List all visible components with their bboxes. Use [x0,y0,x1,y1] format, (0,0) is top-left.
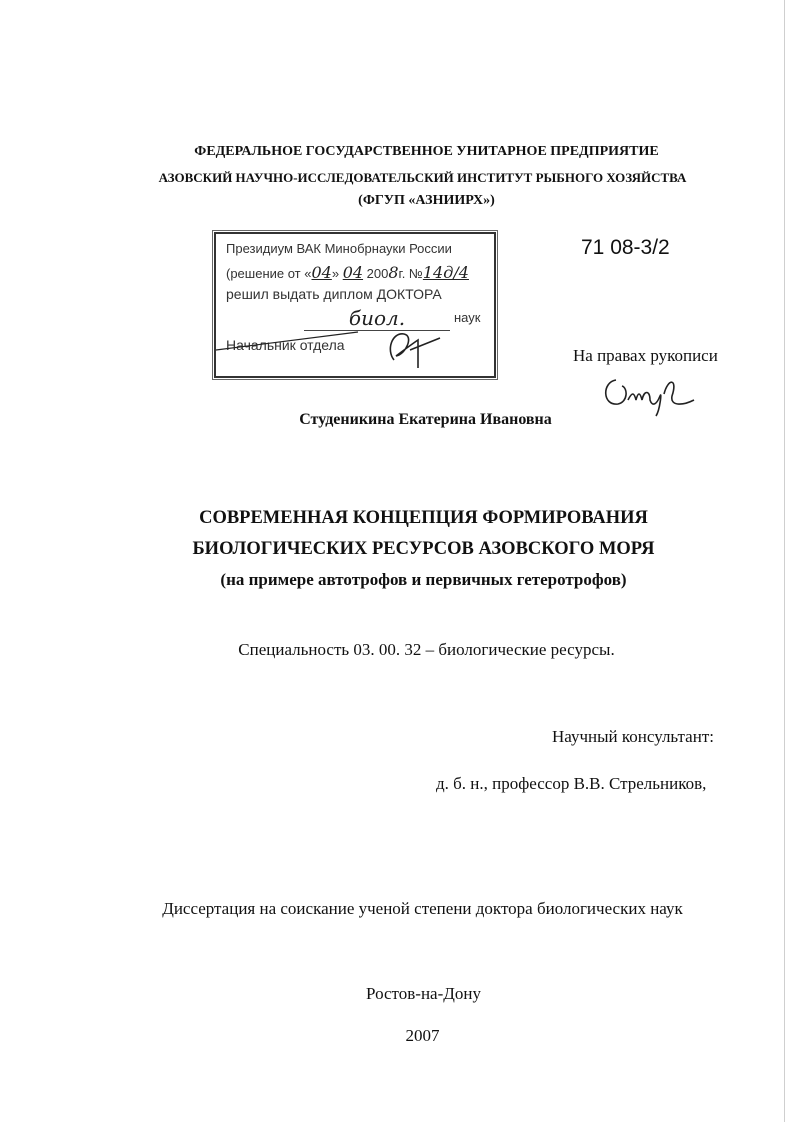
stamp-line-2 [226,263,469,282]
stamp-signature [382,320,452,376]
dissertation-line: Диссертация на соискание ученой степени доктора биологических наук [162,899,683,918]
stamp-science: биол. [348,306,406,330]
stamp-line-1: Президиум ВАК Минобрнауки России [226,241,452,256]
document-code: 71 08-3/2 [581,236,670,259]
consultant-name: д. б. н., профессор В.В. Стрельников, [436,774,707,793]
stamp-year-digit: 8 [388,263,399,282]
stamp-line-5: Начальник отдела [226,337,345,353]
stamp-year-prefix: 200 [363,266,389,281]
stamp-sep: » [331,266,343,281]
city: Ростов-на-Дону [366,984,481,1003]
title-line-3: (на примере автотрофов и первичных гетеротрофов) [220,570,627,589]
title-line-1: СОВРЕМЕННАЯ КОНЦЕПЦИЯ ФОРМИРОВАНИЯ [199,508,648,528]
stamp-month: 04 [342,263,364,282]
specialty: Специальность 03. 00. 32 – биологические ресурсы. [238,640,615,659]
consultant-label: Научный консультант: [552,727,714,746]
stamp-science-suffix: наук [454,310,481,325]
header-line-1: ФЕДЕРАЛЬНОЕ ГОСУДАРСТВЕННОЕ УНИТАРНОЕ ПРЕДПРИЯТИЕ [194,144,659,159]
header-line-2: АЗОВСКИЙ НАУЧНО-ИССЛЕДОВАТЕЛЬСКИЙ ИНСТИТУТ РЫБНОГО ХОЗЯЙСТВА [158,170,687,185]
year: 2007 [405,1026,440,1045]
author-name: Студеникина Екатерина Ивановна [299,411,552,428]
stamp-strike-line [212,328,362,358]
stamp-decision-prefix: (решение от « [226,266,312,281]
vak-stamp [214,232,496,378]
header-line-3: (ФГУП «АЗНИИРХ») [358,193,495,208]
stamp-day: 04 [311,263,332,282]
manuscript-note: На правах рукописи [573,346,718,365]
title-line-2: БИОЛОГИЧЕСКИХ РЕСУРСОВ АЗОВСКОГО МОРЯ [192,539,655,559]
scan-edge-line [784,0,785,1122]
stamp-number: 14д/4 [422,263,469,282]
stamp-line-3: решил выдать диплом ДОКТОРА [226,286,442,302]
stamp-number-label: г. № [398,266,423,281]
